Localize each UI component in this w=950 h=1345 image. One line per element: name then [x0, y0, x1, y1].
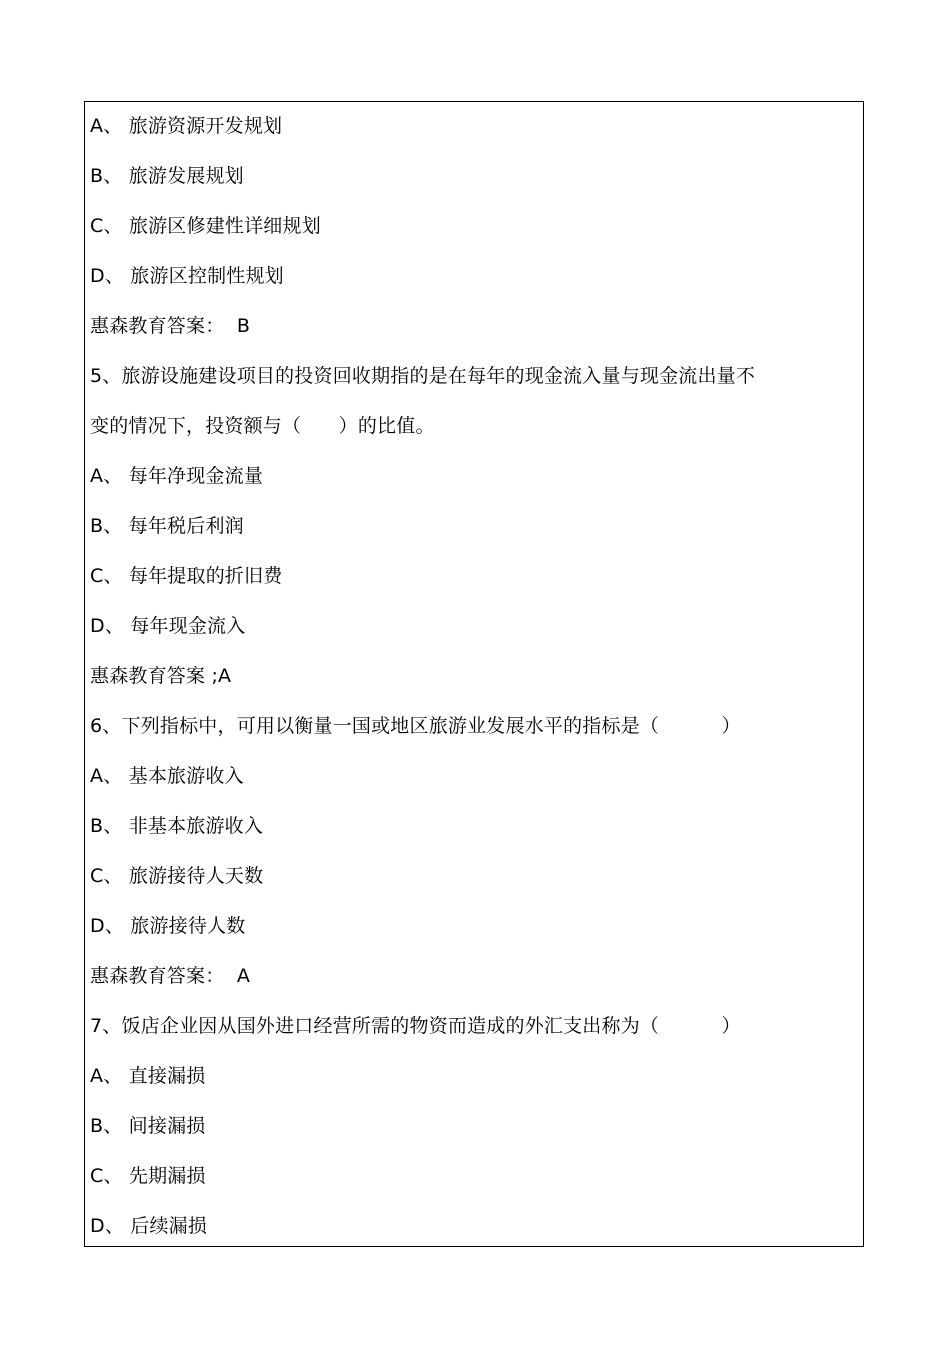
- option-c-q4: C、 旅游区修建性详细规划: [90, 215, 321, 237]
- answer-q5: 惠森教育答案 ;A: [90, 665, 232, 687]
- option-a-q5: A、 每年净现金流量: [90, 465, 264, 487]
- option-b-q6: B、 非基本旅游收入: [90, 815, 264, 837]
- option-d-q4: D、 旅游区控制性规划: [90, 265, 284, 287]
- option-c-q5: C、 每年提取的折旧费: [90, 565, 283, 587]
- answer-q6: 惠森教育答案： A: [90, 965, 251, 987]
- question-list: [90, 101, 860, 1251]
- question-5-line-2: 变的情况下，投资额与（ ）的比值。: [90, 415, 435, 437]
- option-b-q7: B、 间接漏损: [90, 1115, 206, 1137]
- option-a-q7: A、 直接漏损: [90, 1065, 206, 1087]
- option-a-q6: A、 基本旅游收入: [90, 765, 244, 787]
- question-6: 6、下列指标中，可用以衡量一国或地区旅游业发展水平的指标是（ ）: [90, 715, 741, 737]
- option-b-q4: B、 旅游发展规划: [90, 165, 244, 187]
- option-d-q6: D、 旅游接待人数: [90, 915, 246, 937]
- answer-q4: 惠森教育答案： B: [90, 315, 251, 337]
- option-d-q7: D、 后续漏损: [90, 1215, 208, 1237]
- option-c-q6: C、 旅游接待人天数: [90, 865, 264, 887]
- option-a-q4: A、 旅游资源开发规划: [90, 115, 283, 137]
- question-7: 7、饭店企业因从国外进口经营所需的物资而造成的外汇支出称为（ ）: [90, 1015, 741, 1037]
- option-c-q7: C、 先期漏损: [90, 1165, 206, 1187]
- question-5-line-1: 5、旅游设施建设项目的投资回收期指的是在每年的现金流入量与现金流出量不: [90, 365, 756, 387]
- option-b-q5: B、 每年税后利润: [90, 515, 244, 537]
- option-d-q5: D、 每年现金流入: [90, 615, 246, 637]
